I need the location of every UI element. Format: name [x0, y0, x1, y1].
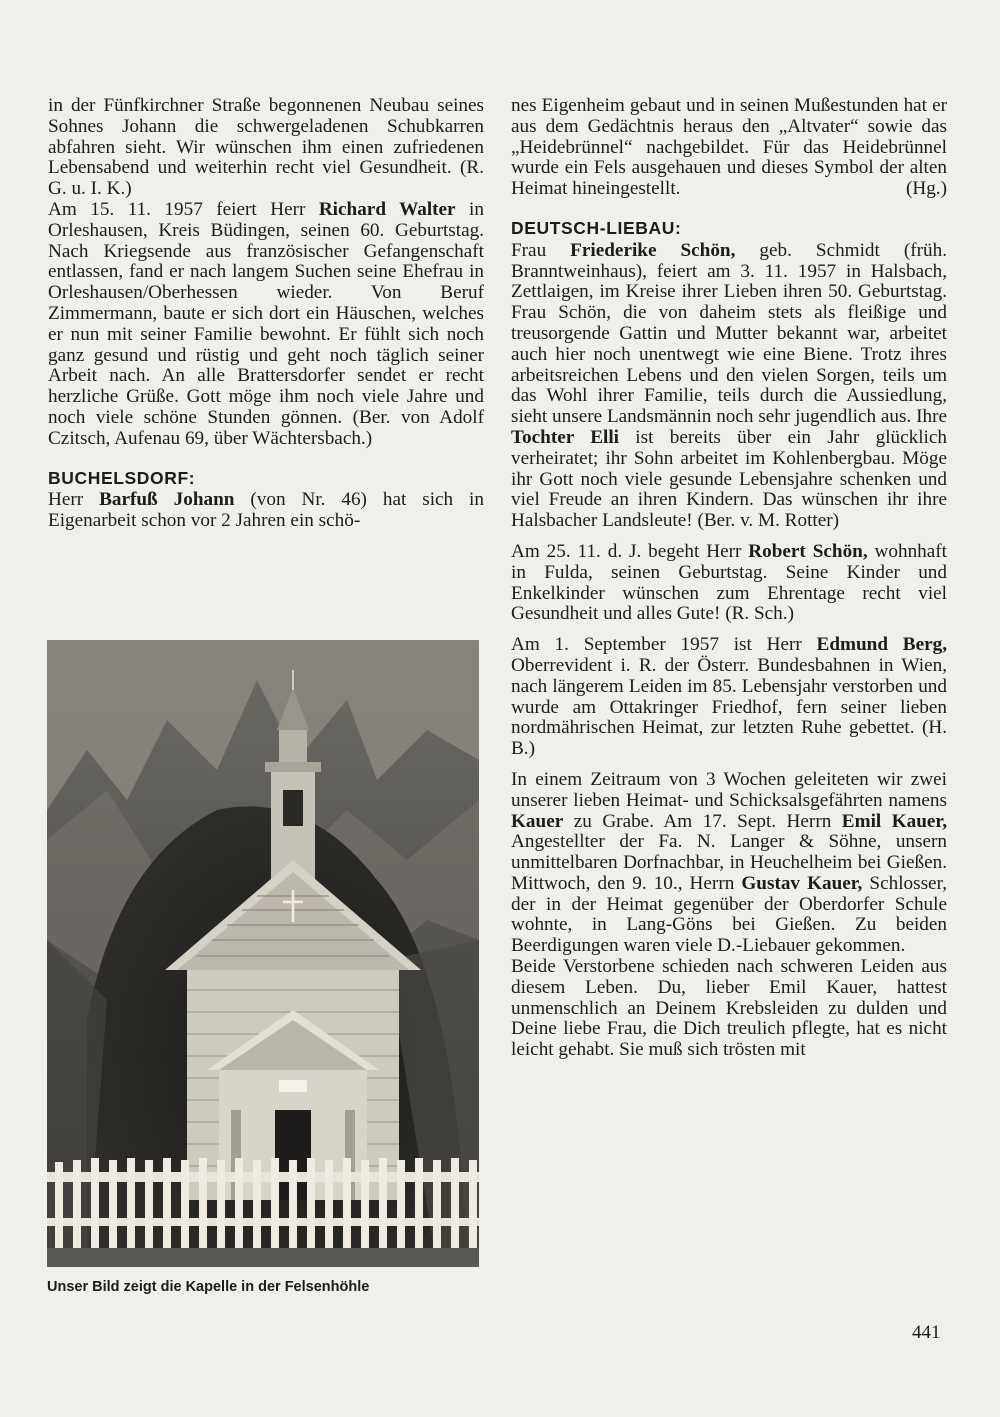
- name-kauer: Kauer: [511, 810, 564, 832]
- signature-hg: (Hg.): [905, 178, 947, 200]
- name-richard-walter: Richard Walter: [318, 198, 456, 220]
- paragraph-verstorbene: Beide Verstorbene schieden nach schweren Leiden aus diesem Leben. Du, lieber Emil Kauer, hattest unmenschlich an Deinem Krebsleiden zu dulden und Deine liebe Frau, die Dich treulich pflegte, hat es nicht leicht gehabt. Sie muß sich trösten mit: [511, 956, 947, 1061]
- page-number: 441: [912, 1322, 941, 1343]
- name-tochter-elli: Tochter Elli: [511, 426, 619, 448]
- heading-buchelsdorf: BUCHELSDORF:: [48, 467, 196, 488]
- photo-caption: Unser Bild zeigt die Kapelle in der Felsenhöhle: [47, 1279, 370, 1295]
- name-edmund-berg: Edmund Berg,: [816, 634, 947, 656]
- paragraph-barfuss: Herr Barfuß Johann (von Nr. 46) hat sich in Eigenarbeit schon vor 2 Jahren ein schö-: [48, 489, 484, 532]
- heading-deutsch-liebau: DEUTSCH-LIEBAU:: [511, 217, 682, 238]
- paragraph-eigenheim: nes Eigenheim gebaut und in seinen Mußestunden hat er aus dem Gedächtnis heraus den „Altvater“ sowie das „Heidebrünnel“ nachgebildet. Für das Heidebrünnel wurde ein Fels ausgehauen und dieses Symbol der alten Heimat hineingestellt. (Hg.): [511, 95, 947, 200]
- paragraph-friederike-schoen: Frau Friederike Schön, geb. Schmidt (früh. Branntweinhaus), feiert am 3. 11. 1957 in Halsbach, Zettlaigen, im Kreise ihrer Lieben ihren 50. Geburtstag. Frau Schön, die von daheim stets als fleißige und treusorgende Gattin und Mutter bekannt war, arbeitet auch hier noch unentwegt wie eine Biene. Trotz ihres arbeitsreichen Lebens und den vielen Sorgen, teils um das Wohl ihrer Familie, teils durch die Aussiedlung, sieht unsere Landsmännin noch sehr jugendlich aus. Ihre Tochter Elli ist bereits über ein Jahr glücklich verheiratet; ihr Sohn arbeitet im Kohlenbergbau. Möge ihr Gott noch viele gesunde Lebensjahre schenken und viel Freude an ihren Kindern. Das wünschen ihr ihre Halsbacher Landsleute! (Ber. v. M. Rotter): [511, 239, 948, 532]
- paragraph-neubau: in der Fünfkirchner Straße begonnenen Neubau seines Sohnes Johann die schwergeladenen Schubkarren abfahren sieht. Wir wünschen ihm einen zufriedenen Lebensabend und weiterhin recht viel Gesundheit. (R. G. u. I. K.): [48, 95, 484, 200]
- name-robert-schoen: Robert Schön,: [748, 540, 868, 562]
- paragraph-richard-walter: Am 15. 11. 1957 feiert Herr Richard Walter in Orleshausen, Kreis Büdingen, seinen 60. Geburtstag. Nach Kriegsende aus französischer Gefangenschaft entlassen, fand er nach langem Suchen seine Ehefrau in Orleshausen/Oberhessen wieder. Von Beruf Zimmermann, baute er sich dort ein Häuschen, welches er nun mit seiner Familie bewohnt. Er fühlt sich noch ganz gesund und rüstig und geht noch täglich seiner Arbeit nach. An alle Brattersdorfer sendet er recht herzliche Grüße. Gott möge ihm noch viele Jahre und noch viele schöne Stunden gönnen. (Ber. von Adolf Czitsch, Aufenau 69, über Wächtersbach.): [48, 198, 484, 449]
- chapel-photo: [47, 640, 479, 1267]
- name-friederike-schoen: Friederike Schön,: [570, 239, 736, 261]
- paragraph-robert-schoen: Am 25. 11. d. J. begeht Herr Robert Schön, wohnhaft in Fulda, seinen Geburtstag. Seine Kinder und Enkelkinder wünschen zum Ehrentage recht viel Gesundheit und alles Gute! (R. Sch.): [511, 540, 948, 625]
- right-column: [511, 96, 947, 1061]
- left-column: [48, 96, 484, 532]
- chapel-illustration: [47, 640, 479, 1267]
- paragraph-kauer: In einem Zeitraum von 3 Wochen geleiteten wir zwei unserer lieben Heimat- und Schicksalsgefährten namens Kauer zu Grabe. Am 17. Sept. Herrn Emil Kauer, Angestellter der Fa. N. Langer & Söhne, unsern unmittelbaren Dorfnachbar, in Heuchelheim bei Gießen. Mittwoch, den 9. 10., Herrn Gustav Kauer, Schlosser, der in der Heimat gegenüber der Oberdorfer Schule wohnte, in Lang-Göns bei Gießen. Zu beiden Beerdigungen waren viele D.-Liebauer gekommen.: [511, 768, 947, 957]
- paragraph-edmund-berg: Am 1. September 1957 ist Herr Edmund Berg, Oberrevident i. R. der Österr. Bundesbahnen in Wien, nach längerem Leiden im 85. Lebensjahr verstorben und wurde am Ottakringer Friedhof, fern seiner lieben nordmährischen Heimat, zur letzten Ruhe gebettet. (H. B.): [511, 634, 947, 760]
- name-barfuss-johann: Barfuß Johann: [99, 489, 235, 511]
- name-gustav-kauer: Gustav Kauer,: [741, 872, 863, 894]
- name-emil-kauer: Emil Kauer,: [841, 810, 947, 832]
